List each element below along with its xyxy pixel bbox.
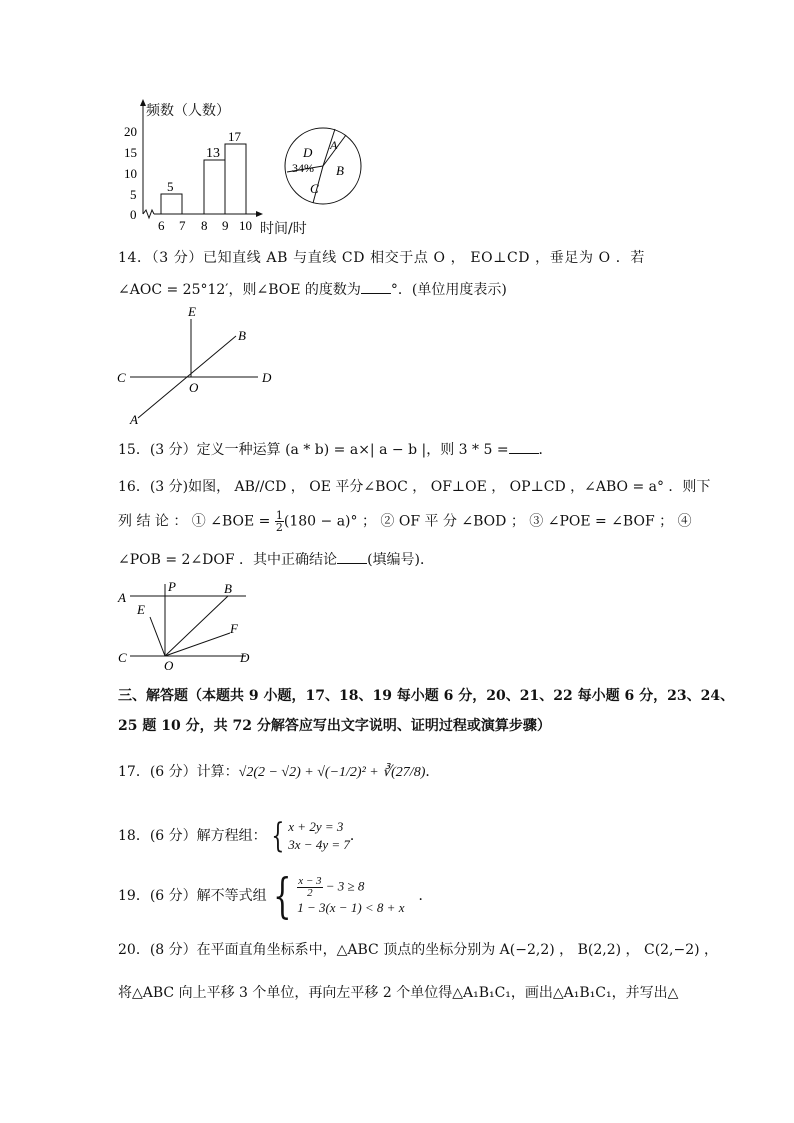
x-tick-7: 7: [179, 218, 186, 233]
q19-ineq1-num: x − 3: [298, 874, 322, 887]
label-C: C: [117, 370, 126, 385]
x-axis-arrow: [256, 211, 263, 217]
y-tick-0: 0: [130, 207, 137, 222]
pie-label-A: A: [330, 138, 338, 152]
q20-line1: 20．(8 分）在平面直角坐标系中，△ABC 顶点的坐标分别为 A(−2,2) ， B(2,2) ， C(2,−2) ，: [118, 942, 719, 958]
pie-label-B: B: [336, 163, 344, 178]
histogram-xlabel: 时间/时: [260, 221, 307, 237]
q16-frac-den: 2: [275, 521, 283, 534]
q19-line: [118, 868, 432, 924]
histogram-ylabel: 频数（人数）: [146, 103, 230, 119]
q17-expr-b: √(−1/2)² + ∛(27/8): [317, 765, 426, 780]
q16-line2-text-b: (180 − a)° ； ② OF 平 分 ∠BOD ； ③ ∠POE = ∠BOF ； ④: [283, 513, 692, 530]
q19-suffix: ．: [418, 888, 433, 904]
x-tick-9: 9: [222, 218, 229, 233]
bar-8-9: [204, 160, 225, 214]
label-B: B: [224, 581, 232, 596]
q17-suffix: ．: [425, 764, 440, 780]
label-E: E: [188, 304, 196, 319]
q16-line1: 16．(3 分)如图， AB//CD ， OE 平分∠BOC ， OF⊥OE ， OP⊥CD ，∠ABO = a° ．则下: [118, 479, 711, 495]
q18-line: [118, 816, 364, 856]
q16-line2-text-a: 列 结 论 ： ① ∠BOE =: [118, 513, 271, 530]
q20-line2: 将△ABC 向上平移 3 个单位，再向左平移 2 个单位得△A₁B₁C₁，画出△A₁B₁C₁，并写出△: [118, 985, 679, 1001]
x-tick-8: 8: [201, 218, 208, 233]
q19-ineq1-frac: [297, 876, 322, 899]
y-tick-15: 15: [124, 145, 137, 160]
q16-fraction: [275, 510, 284, 533]
q16-figure-svg: [114, 576, 264, 674]
label-C: C: [118, 650, 127, 665]
y-tick-5: 5: [130, 187, 137, 202]
pie-percent-label: 34%: [292, 161, 314, 175]
x-tick-10: 10: [239, 218, 252, 233]
pie-chart-figure: [283, 126, 363, 206]
pie-label-D: D: [303, 145, 313, 160]
label-D: D: [240, 650, 250, 665]
bar-9-10: [225, 144, 246, 214]
bar-label-5: 5: [167, 179, 174, 194]
q17-line: [118, 762, 439, 783]
line-OF: [165, 633, 230, 656]
q16-line2: [118, 510, 692, 533]
q18-prefix: 18．(6 分）解方程组：: [118, 828, 267, 844]
line-OB: [165, 596, 228, 656]
line-OE: [150, 617, 165, 656]
q14-figure-svg: [114, 302, 284, 428]
q16-line3: [118, 550, 434, 570]
q18-suffix: ．: [349, 828, 364, 844]
y-tick-20: 20: [124, 124, 137, 139]
bar-6-7: [161, 194, 182, 214]
pie-svg: [283, 126, 363, 206]
q14-line2-text-b: °．(单位用度表示): [390, 282, 507, 298]
label-O: O: [189, 380, 199, 395]
label-B: B: [238, 328, 246, 343]
y-tick-10: 10: [124, 166, 137, 181]
bar-label-17: 17: [228, 129, 241, 144]
pie-label-C: C: [310, 181, 319, 196]
q17-expr-a: √2(2 − √2) +: [238, 765, 318, 780]
q14-answer-blank: [361, 281, 391, 294]
q16-frac-num: 1: [275, 509, 283, 522]
label-A: A: [118, 590, 126, 605]
label-E: E: [137, 602, 145, 617]
q18-system: [288, 818, 350, 854]
label-A: A: [130, 412, 138, 427]
q16-line3-text-b: (填编号)．: [367, 552, 434, 568]
q19-ineq1-rest: − 3 ≥ 8: [325, 877, 365, 893]
q15-answer-blank: [509, 441, 539, 454]
q19-ineq1-den: 2: [307, 886, 313, 899]
label-F: F: [230, 621, 238, 636]
q19-ineq1: [297, 876, 404, 899]
q15-line: [118, 440, 553, 460]
section3-line1: 三、解答题（本题共 9 小题，17、18、19 每小题 6 分，20、21、22 每小题 6 分，23、24、: [118, 688, 735, 704]
label-D: D: [262, 370, 272, 385]
q19-system: [297, 876, 404, 917]
q18-eq1: x + 2y = 3: [288, 819, 344, 834]
q16-line3-text-a: ∠POB = 2∠DOF ．其中正确结论: [118, 552, 338, 568]
q14-line2-text-a: ∠AOC = 25°12′，则∠BOE 的度数为: [118, 282, 361, 298]
q14-line1: 14．（3 分）已知直线 AB 与直线 CD 相交于点 O ， EO⊥CD ，垂足为 O ．若: [118, 250, 645, 266]
q15-text-a: 15．(3 分）定义一种运算 (a * b) = a×| a − b |，则 3 * 5 =: [118, 442, 509, 458]
label-P: P: [168, 579, 176, 594]
label-O: O: [164, 658, 174, 673]
bar-label-13: 13: [206, 146, 220, 161]
q19-brace: {: [272, 868, 292, 924]
q17-prefix: 17．(6 分）计算：: [118, 764, 239, 780]
section3-line2: 25 题 10 分，共 72 分解答应写出文字说明、证明过程或演算步骤）: [118, 718, 551, 734]
q16-answer-blank: [337, 551, 367, 564]
q16-figure: [114, 576, 264, 674]
q15-text-b: ．: [538, 442, 553, 458]
q18-eq2: 3x − 4y = 7: [288, 837, 350, 852]
q14-line2: [118, 280, 507, 300]
q19-ineq2: 1 − 3(x − 1) < 8 + x: [297, 899, 405, 915]
axis-break: [143, 210, 154, 218]
x-tick-6: 6: [158, 218, 165, 233]
q18-brace: {: [270, 816, 284, 856]
q14-figure: [114, 302, 284, 428]
q19-prefix: 19．(6 分）解不等式组: [118, 888, 267, 904]
